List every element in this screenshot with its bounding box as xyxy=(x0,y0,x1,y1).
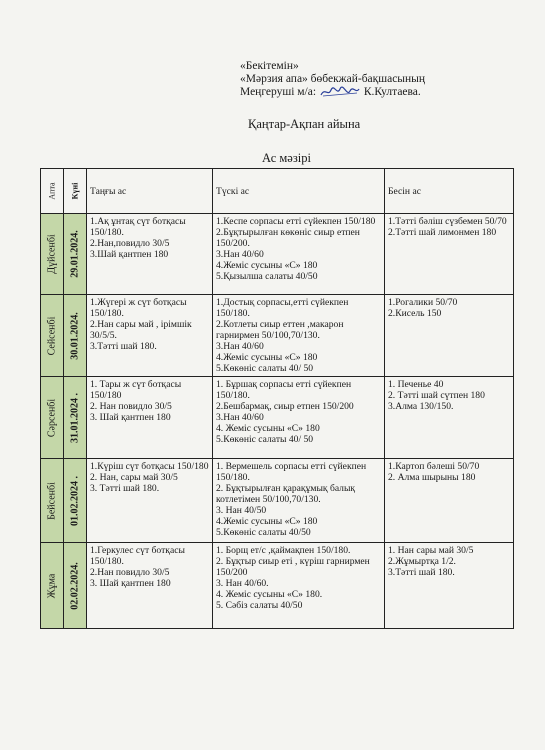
menu-item: 1. Нан сары май 30/5 xyxy=(388,545,474,556)
menu-item: 1.Ақ ұнтақ сүт ботқасы 150/180. xyxy=(90,216,186,238)
table-row xyxy=(41,543,514,629)
menu-item: 1.Жүгері ж сүт ботқасы 150/180. xyxy=(90,297,187,319)
menu-item: 1.Кеспе сорпасы етті сүйекпен 150/180 xyxy=(216,216,376,227)
menu-item: 1.Күріш сүт ботқасы 150/180 xyxy=(90,461,209,472)
table-row xyxy=(41,214,514,295)
snack-cell xyxy=(385,459,514,543)
snack-cell xyxy=(385,377,514,459)
head-signature-line xyxy=(240,86,425,99)
menu-item: 2.Котлеты сиыр еттен ,макарон гарнирмен 50/100,70/130. xyxy=(216,319,344,341)
menu-item: 1. Вермешель сорпасы етті сүйекпен 150/180. xyxy=(216,461,367,483)
menu-item: 2. Бұқтырылған қарақұмық балық котлетімен 50/100,70/130. xyxy=(216,483,356,505)
menu-item: 5.Көкөніс салаты 40/ 50 xyxy=(216,434,314,445)
menu-item: 5. Сәбіз салаты 40/50 xyxy=(216,600,303,611)
breakfast-cell xyxy=(87,295,213,377)
day-cell: Сейсенбі xyxy=(41,295,64,377)
menu-item: 3. Тәтті шай 180. xyxy=(90,483,160,494)
date-cell: 30.01.2024. xyxy=(64,295,87,377)
menu-item: 2.Нан сары май , ірімшік 30/5/5. xyxy=(90,319,192,341)
menu-item: 2.Нан,повидло 30/5 xyxy=(90,238,170,249)
menu-item: 2.Тәтті шай лимонмен 180 xyxy=(388,227,497,238)
lunch-cell xyxy=(213,377,385,459)
lunch-cell xyxy=(213,295,385,377)
menu-item: 3.Тәтті шай 180. xyxy=(388,567,455,578)
menu-item: 2.Бұқтырылған көкөніс сиыр етпен 150/200. xyxy=(216,227,360,249)
menu-item: 1. Борщ ет/с ,қаймақпен 150/180. xyxy=(216,545,351,556)
table-row xyxy=(41,295,514,377)
snack-cell xyxy=(385,543,514,629)
header-snack: Бесін ас xyxy=(385,169,514,214)
menu-item: 1. Печенье 40 xyxy=(388,379,444,390)
menu-item: 3.Нан 40/60 xyxy=(216,249,264,260)
menu-item: 1.Рогалики 50/70 xyxy=(388,297,458,308)
day-cell: Дүйсенбі xyxy=(41,214,64,295)
menu-item: 3. Нан 40/50 xyxy=(216,505,267,516)
menu-item: 1.Геркулес сүт ботқасы 150/180. xyxy=(90,545,185,567)
menu-table xyxy=(40,168,514,629)
menu-item: 3.Алма 130/150. xyxy=(388,401,454,412)
snack-cell xyxy=(385,214,514,295)
menu-item: 2. Тәтті шай сүтпен 180 xyxy=(388,390,485,401)
menu-item: 3. Нан 40/60. xyxy=(216,578,269,589)
table-row xyxy=(41,377,514,459)
menu-item: 3.Тәтті шай 180. xyxy=(90,341,157,352)
signature-icon xyxy=(319,86,361,98)
menu-item: 1.Достық сорпасы,етті сүйекпен 150/180. xyxy=(216,297,349,319)
menu-item: 2.Нан повидло 30/5 xyxy=(90,567,170,578)
menu-item: 3.Шай қантпен 180 xyxy=(90,249,169,260)
lunch-cell xyxy=(213,543,385,629)
menu-item: 2. Нан, сары май 30/5 xyxy=(90,472,178,483)
header-lunch: Түскі ас xyxy=(213,169,385,214)
menu-item: 2. Нан повидло 30/5 xyxy=(90,401,172,412)
table-header-row xyxy=(41,169,514,214)
menu-item: 5.Қызылша салаты 40/50 xyxy=(216,271,318,282)
menu-item: 3. Шай қантпен 180 xyxy=(90,412,171,423)
menu-item: 2.Кисель 150 xyxy=(388,308,442,319)
breakfast-cell xyxy=(87,459,213,543)
menu-item: 4.Жеміс сусыны «С» 180 xyxy=(216,352,318,363)
menu-item: 1. Бұршақ сорпасы етті сүйекпен 150/180. xyxy=(216,379,352,401)
menu-item: 3.Нан 40/60 xyxy=(216,412,264,423)
menu-item: 3.Нан 40/60 xyxy=(216,341,264,352)
head-name: К.Култаева. xyxy=(363,86,421,98)
header-breakfast: Таңғы ас xyxy=(87,169,213,214)
menu-item: 5.Көкөніс салаты 40/50 xyxy=(216,527,311,538)
day-cell: Бейсенбі xyxy=(41,459,64,543)
menu-item: 4. Жеміс сусыны «С» 180 xyxy=(216,423,320,434)
menu-item: 1. Тары ж сүт ботқасы 150/180 xyxy=(90,379,182,401)
header-date: Күні xyxy=(64,169,87,214)
organization-line: «Мәрзия апа» бөбекжай-бақшасының xyxy=(240,73,426,85)
menu-item: 2.Бешбармақ, сиыр етпен 150/200 xyxy=(216,401,354,412)
date-cell: 01.02.2024 . xyxy=(64,459,87,543)
table-row xyxy=(41,459,514,543)
approval-line: «Бекітемін» xyxy=(240,60,299,72)
period-title: Қаңтар-Ақпан айына xyxy=(248,117,361,131)
lunch-cell xyxy=(213,214,385,295)
menu-item: 4.Жеміс сусыны «С» 180 xyxy=(216,516,318,527)
day-cell: Сәрсенбі xyxy=(41,377,64,459)
lunch-cell xyxy=(213,459,385,543)
breakfast-cell xyxy=(87,214,213,295)
menu-item: 4.Жеміс сусыны «С» 180 xyxy=(216,260,318,271)
menu-item: 4. Жеміс сусыны «С» 180. xyxy=(216,589,323,600)
head-title: Меңгеруші м/а: xyxy=(240,86,317,98)
menu-item: 2. Бұқтыр сиыр еті , күріш гарнирмен 150/200 xyxy=(216,556,370,578)
menu-title: Ас мәзірі xyxy=(262,151,311,165)
approval-header xyxy=(240,60,425,99)
menu-item: 3. Шай қантпен 180 xyxy=(90,578,171,589)
day-cell: Жұма xyxy=(41,543,64,629)
breakfast-cell xyxy=(87,377,213,459)
menu-item: 1.Тәтті бәліш сүзбемен 50/70 xyxy=(388,216,507,227)
date-cell: 31.01.2024 . xyxy=(64,377,87,459)
breakfast-cell xyxy=(87,543,213,629)
menu-item: 1.Картоп бәлеші 50/70 xyxy=(388,461,480,472)
header-day: Апта xyxy=(41,169,64,214)
menu-item: 2. Алма шырыны 180 xyxy=(388,472,476,483)
date-cell: 29.01.2024. xyxy=(64,214,87,295)
snack-cell xyxy=(385,295,514,377)
menu-item: 5.Көкөніс салаты 40/ 50 xyxy=(216,363,314,374)
date-cell: 02.02.2024. xyxy=(64,543,87,629)
menu-item: 2.Жұмыртқа 1/2. xyxy=(388,556,456,567)
